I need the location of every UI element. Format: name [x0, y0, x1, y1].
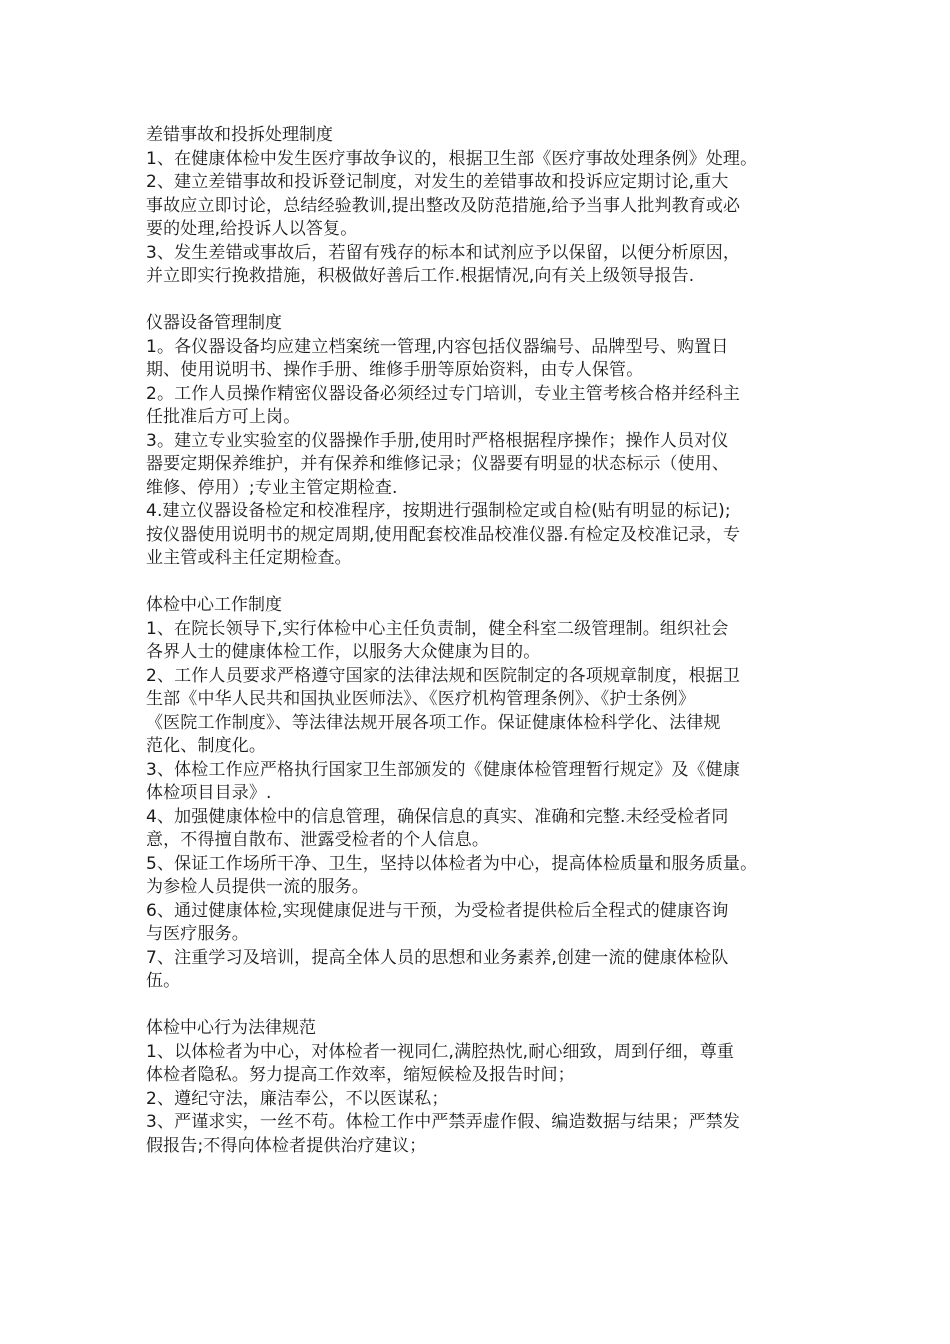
- paragraph-line: 2、工作人员要求严格遵守国家的法律法规和医院制定的各项规章制度，根据卫: [146, 665, 741, 686]
- paragraph-line: 1。各仪器设备均应建立档案统一管理,内容包括仪器编号、品牌型号、购置日: [146, 336, 729, 357]
- paragraph-line: 6、通过健康体检,实现健康促进与干预，为受检者提供检后全程式的健康咨询: [146, 900, 729, 921]
- paragraph-line: 意，不得擅自散布、泄露受检者的个人信息。: [146, 830, 489, 850]
- paragraph-line: 伍。: [146, 971, 181, 991]
- paragraph-line: 与医疗服务。: [146, 924, 249, 944]
- paragraph-line: 1、在健康体检中发生医疗事故争议的，根据卫生部《医疗事故处理条例》处理。: [146, 148, 758, 169]
- document-body: [146, 124, 836, 1158]
- paragraph-line: 3、发生差错或事故后，若留有残存的标本和试剂应予以保留，以便分析原因，: [146, 242, 741, 263]
- paragraph-line: 按仪器使用说明书的规定周期,使用配套校准品校准仪器.有检定及校准记录，专: [146, 524, 741, 545]
- paragraph-line: 2、建立差错事故和投诉登记制度，对发生的差错事故和投诉应定期讨论,重大: [146, 172, 729, 192]
- section-spacer: [146, 994, 836, 1018]
- paragraph-line: 为参检人员提供一流的服务。: [146, 877, 369, 897]
- paragraph-line: 2。工作人员操作精密仪器设备必须经过专门培训，专业主管考核合格并经科主: [146, 383, 741, 404]
- paragraph-line: 4.建立仪器设备检定和校准程序，按期进行强制检定或自检(贴有明显的标记);: [146, 501, 731, 521]
- paragraph-line: 任批准后方可上岗。: [146, 407, 301, 427]
- paragraph-line: 各界人士的健康体检工作，以服务大众健康为目的。: [146, 642, 541, 662]
- paragraph-line: 1、以体检者为中心，对体检者一视同仁,满腔热忱,耐心细致，周到仔细，尊重: [146, 1041, 735, 1062]
- paragraph-line: 要的处理,给投诉人以答复。: [146, 219, 358, 239]
- paragraph-line: 3、体检工作应严格执行国家卫生部颁发的《健康体检管理暂行规定》及《健康: [146, 759, 741, 780]
- paragraph-line: 3。建立专业实验室的仪器操作手册,使用时严格根据程序操作；操作人员对仪: [146, 430, 729, 451]
- section-equipment-management: [146, 312, 836, 571]
- paragraph-line: 事故应立即讨论，总结经验教训,提出整改及防范措施,给予当事人批判教育或必: [146, 195, 741, 216]
- paragraph-line: 体检者隐私。努力提高工作效率，缩短候检及报告时间；: [146, 1065, 575, 1085]
- section-title: 仪器设备管理制度: [146, 313, 282, 333]
- section-spacer: [146, 571, 836, 595]
- section-conduct-norms: [146, 1017, 836, 1158]
- paragraph-line: 《医院工作制度》、等法律法规开展各项工作。保证健康体检科学化、法律规: [146, 712, 721, 733]
- section-error-complaint: [146, 124, 836, 289]
- section-center-work-rules: [146, 594, 836, 994]
- paragraph-line: 生部《中华人民共和国执业医师法》、《医疗机构管理条例》、《护士条例》: [146, 689, 696, 709]
- paragraph-line: 5、保证工作场所干净、卫生，坚持以体检者为中心，提高体检质量和服务质量。: [146, 853, 758, 874]
- paragraph-line: 4、加强健康体检中的信息管理，确保信息的真实、准确和完整.未经受检者同: [146, 806, 729, 827]
- section-spacer: [146, 289, 836, 313]
- paragraph-line: 范化、制度化。: [146, 736, 267, 756]
- paragraph-line: 维修、停用）;专业主管定期检查.: [146, 477, 398, 498]
- paragraph-line: 2、遵纪守法，廉洁奉公，不以医谋私；: [146, 1088, 449, 1109]
- section-title: 体检中心行为法律规范: [146, 1018, 316, 1038]
- paragraph-line: 假报告;不得向体检者提供治疗建议；: [146, 1135, 427, 1156]
- paragraph-line: 3、严谨求实，一丝不苟。体检工作中严禁弄虚作假、编造数据与结果；严禁发: [146, 1112, 741, 1132]
- section-title: 体检中心工作制度: [146, 595, 282, 615]
- paragraph-line: 1、在院长领导下,实行体检中心主任负责制，健全科室二级管理制。组织社会: [146, 618, 729, 639]
- section-title: 差错事故和投拆处理制度: [146, 125, 333, 145]
- paragraph-line: 器要定期保养维护，并有保养和维修记录；仪器要有明显的状态标示（使用、: [146, 454, 730, 474]
- paragraph-line: 期、使用说明书、操作手册、维修手册等原始资料，由专人保管。: [146, 360, 644, 380]
- paragraph-line: 体检项目目录》.: [146, 783, 272, 803]
- paragraph-line: 业主管或科主任定期检查。: [146, 548, 352, 568]
- paragraph-line: 并立即实行挽救措施，积极做好善后工作.根据情况,向有关上级领导报告.: [146, 266, 695, 286]
- paragraph-line: 7、注重学习及培训，提高全体人员的思想和业务素养,创建一流的健康体检队: [146, 947, 729, 968]
